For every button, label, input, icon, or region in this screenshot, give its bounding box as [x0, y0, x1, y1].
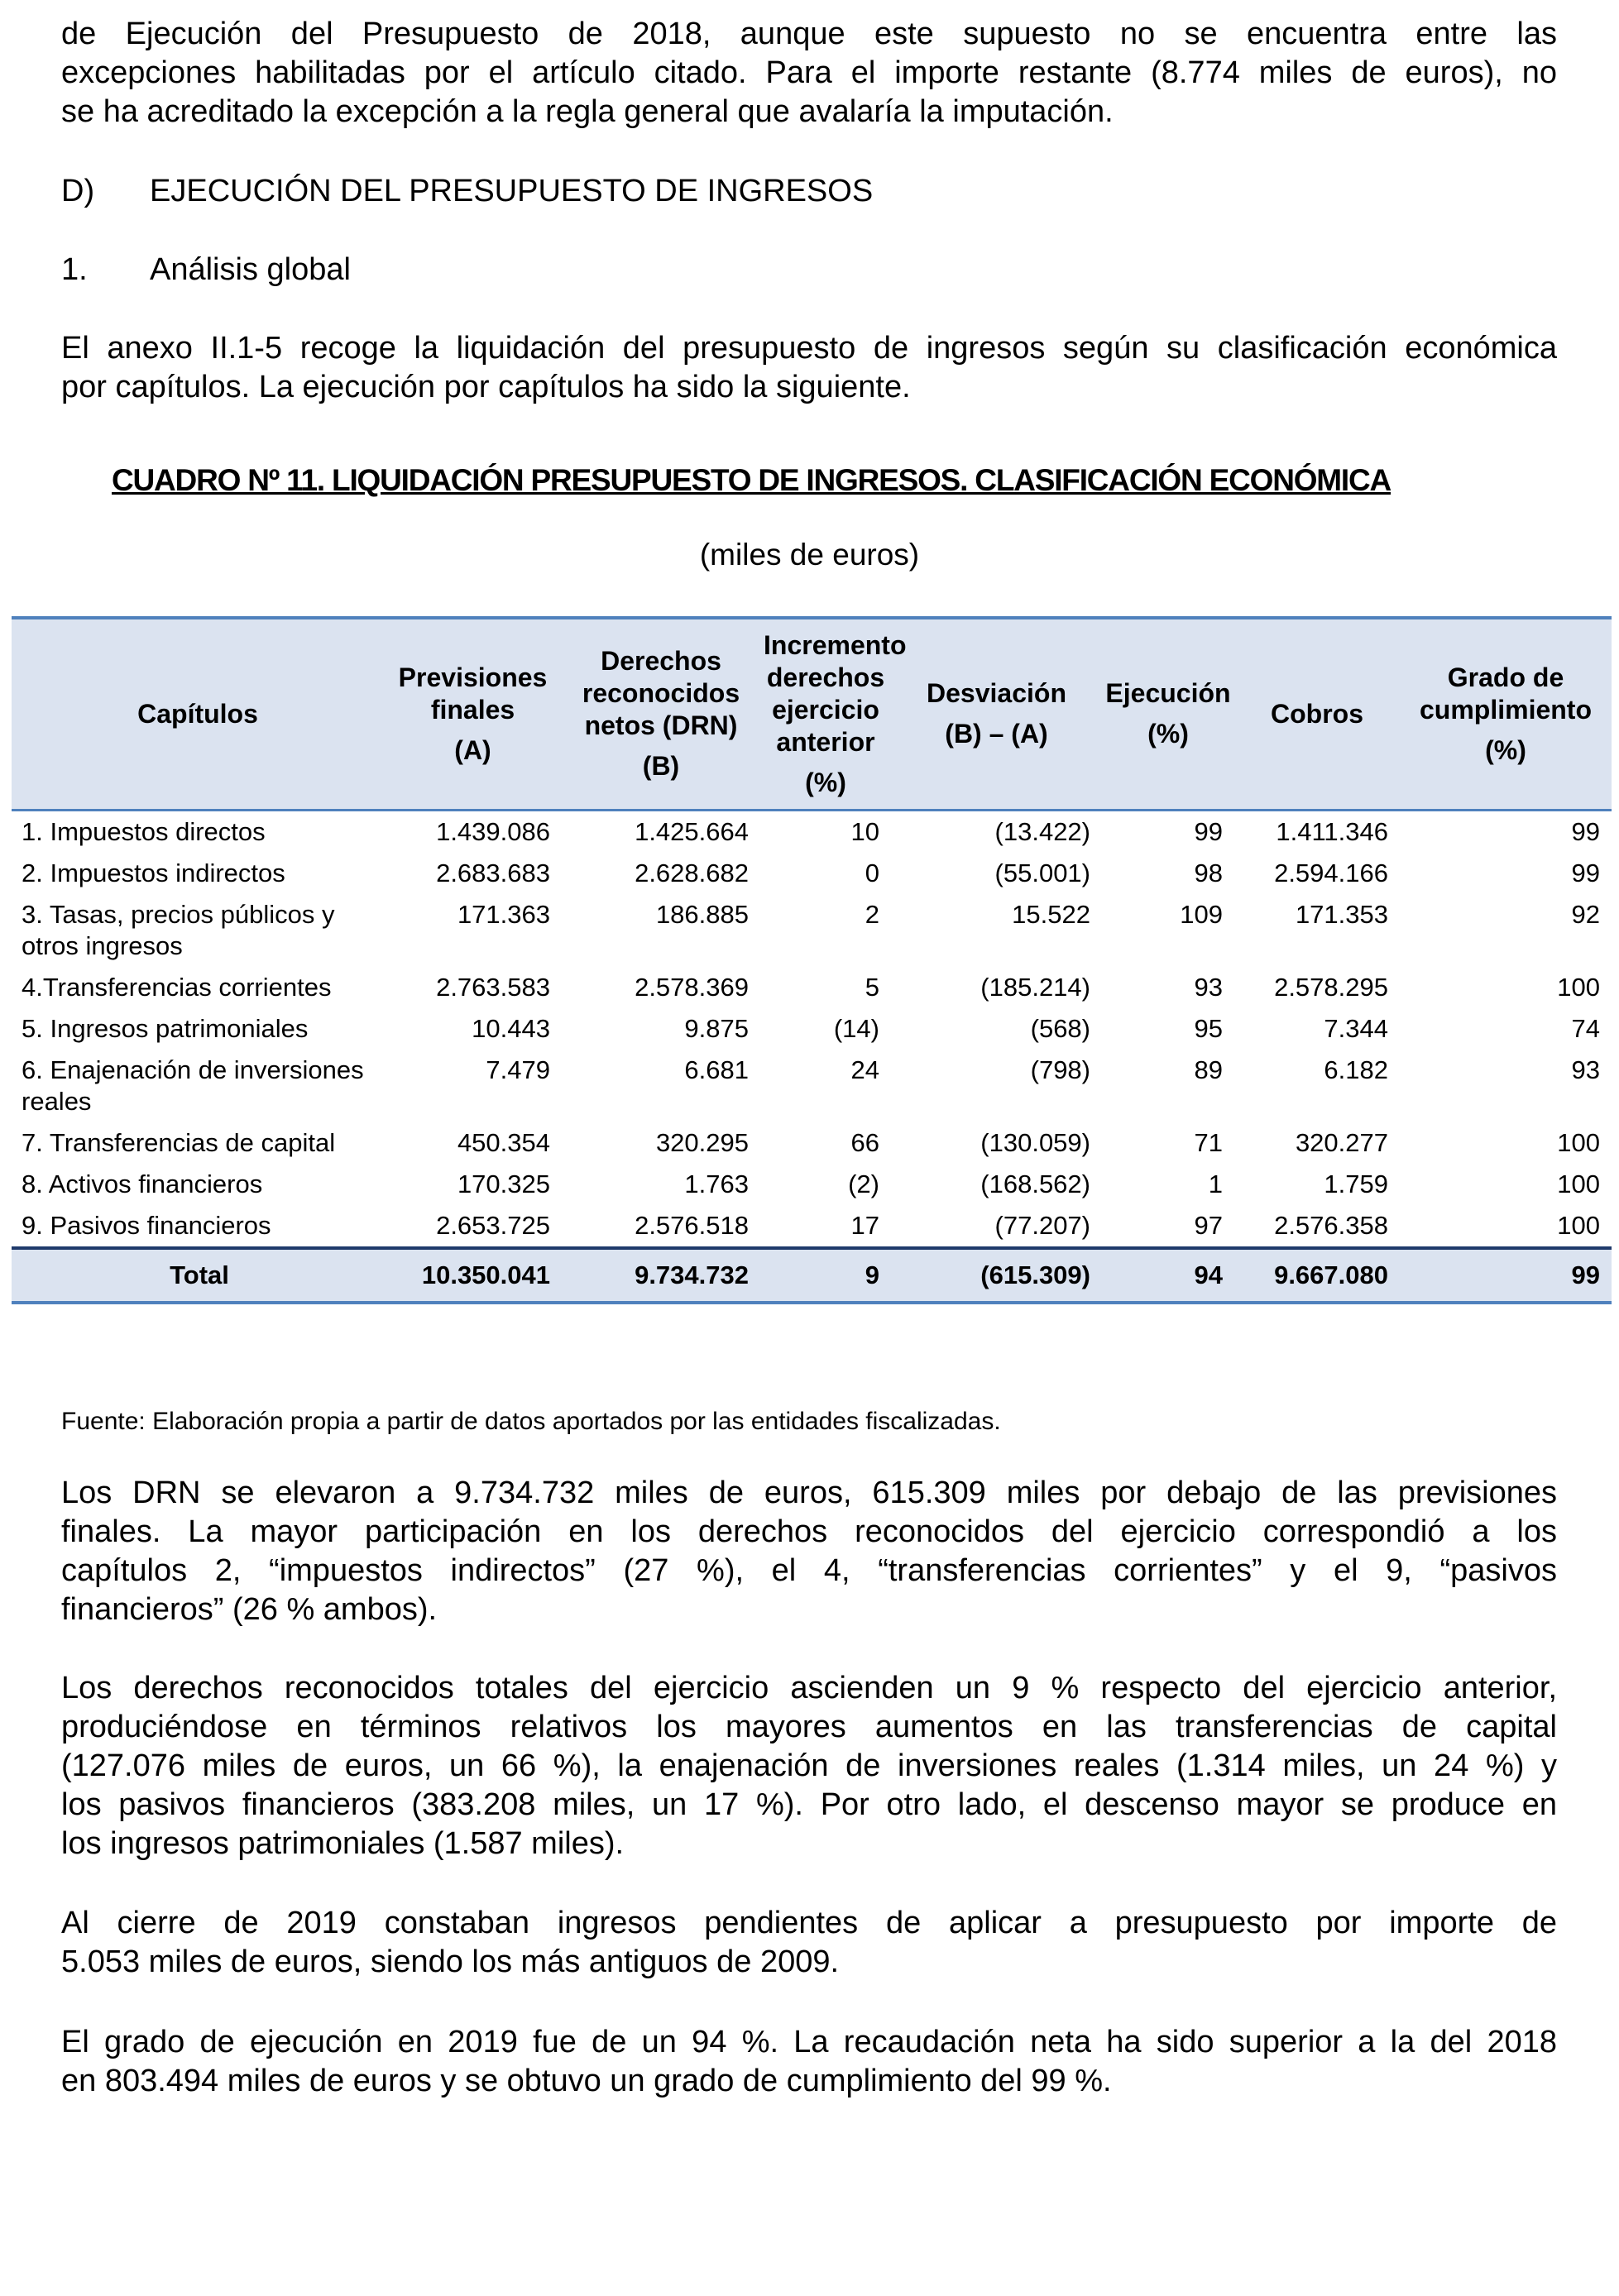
section-heading-d: [61, 172, 873, 211]
cell-previsiones: 7.479: [486, 1055, 550, 1084]
cell-incremento: 66: [850, 1127, 879, 1157]
cell-derechos: 2.628.682: [635, 858, 749, 887]
text-line: de Ejecución del Presupuesto de 2018, aunque este supuesto no se encuentra entre las: [61, 17, 1557, 51]
table-header-row: [12, 618, 1612, 810]
total-cobros: 9.667.080: [1274, 1260, 1388, 1289]
cell-incremento: 0: [865, 858, 879, 887]
cell-ejecucion: 93: [1194, 972, 1223, 1002]
header-ejecucion: Ejecución (%): [1105, 678, 1231, 749]
text-line: se ha acreditado la excepción a la regla general que avalaría la imputación.: [61, 94, 1114, 129]
cell-ejecucion: 98: [1194, 858, 1223, 887]
text-line: los pasivos financieros (383.208 miles, un 17 %). Por otro lado, el descenso mayor se produce en: [61, 1787, 1557, 1822]
table-row: [12, 1205, 1612, 1248]
text-line: los ingresos patrimoniales (1.587 miles).: [61, 1826, 625, 1861]
table-row: [12, 1122, 1612, 1164]
cell-grado: 100: [1557, 972, 1600, 1002]
cell-ejecucion: 89: [1194, 1055, 1223, 1084]
section-number: 1.: [61, 252, 88, 287]
total-previsiones: 10.350.041: [421, 1260, 550, 1289]
cell-ejecucion: 109: [1180, 899, 1223, 929]
table-source: Fuente: Elaboración propia a partir de datos aportados por las entidades fiscalizadas.: [61, 1408, 1001, 1435]
annex-paragraph: [61, 329, 1557, 407]
table-row: [12, 1008, 1612, 1050]
cell-previsiones: 2.653.725: [436, 1210, 550, 1240]
cell-grado: 99: [1571, 816, 1600, 846]
income-table: [12, 616, 1612, 1304]
cell-cobros: 1.759: [1324, 1169, 1388, 1198]
cell-derechos: 1.425.664: [635, 816, 749, 846]
cell-derechos: 186.885: [655, 899, 749, 929]
header-desviacion: Desviación (B) – (A): [927, 678, 1066, 749]
cell-derechos: 2.578.369: [635, 972, 749, 1002]
text-line: produciéndose en términos relativos los mayores aumentos en las transferencias de capital: [61, 1710, 1557, 1744]
totals-paragraph: [61, 1669, 1557, 1863]
text-line: por capítulos. La ejecución por capítulos ha sido la siguiente.: [61, 370, 911, 404]
cell-cobros: 171.353: [1295, 899, 1388, 929]
header-incremento: Incremento derechos ejercicio anterior (%): [764, 629, 907, 797]
cell-ejecucion: 97: [1194, 1210, 1223, 1240]
table-row: [12, 1050, 1612, 1122]
total-incremento: 9: [865, 1260, 879, 1289]
section-number: D): [61, 174, 95, 208]
cell-desviacion: (168.562): [980, 1169, 1090, 1198]
cell-grado: 99: [1571, 858, 1600, 887]
cell-capitulo: 1. Impuestos directos: [22, 816, 266, 846]
cell-incremento: 10: [850, 816, 879, 846]
total-desviacion: (615.309): [980, 1260, 1090, 1289]
cell-incremento: 5: [865, 972, 879, 1002]
cell-incremento: (14): [833, 1013, 879, 1043]
cell-derechos: 320.295: [655, 1127, 749, 1157]
cell-grado: 100: [1557, 1169, 1600, 1198]
cell-cobros: 1.411.346: [1276, 816, 1388, 846]
pending-paragraph: [61, 1904, 1557, 1982]
text-line: excepciones habilitadas por el artículo citado. Para el importe restante (8.774 miles de euros), no: [61, 55, 1557, 90]
section-title: Análisis global: [150, 252, 351, 287]
cell-previsiones: 2.763.583: [436, 972, 550, 1002]
table-row: [12, 967, 1612, 1008]
header-previsiones: Previsiones finales (A): [398, 662, 548, 765]
cell-previsiones: 2.683.683: [436, 858, 550, 887]
header-capitulos: Capítulos: [137, 698, 258, 729]
text-line: finales. La mayor participación en los derechos reconocidos del ejercicio correspondió a los: [61, 1514, 1557, 1549]
total-ejecucion: 94: [1194, 1260, 1223, 1289]
cell-incremento: 17: [850, 1210, 879, 1240]
cell-incremento: (2): [848, 1169, 879, 1198]
cell-capitulo: 4.Transferencias corrientes: [22, 972, 332, 1002]
cell-previsiones: 1.439.086: [436, 816, 550, 846]
cell-capitulo: 7. Transferencias de capital: [22, 1127, 336, 1157]
total-capitulo: Total: [170, 1260, 229, 1289]
cell-grado: 100: [1557, 1127, 1600, 1157]
table-title: CUADRO Nº 11. LIQUIDACIÓN PRESUPUESTO DE INGRESOS. CLASIFICACIÓN ECONÓMICA: [112, 463, 1391, 497]
cell-ejecucion: 1: [1208, 1169, 1223, 1198]
cell-desviacion: (55.001): [994, 858, 1090, 887]
cell-grado: 100: [1557, 1210, 1600, 1240]
cell-grado: 92: [1571, 899, 1600, 929]
text-line: capítulos 2, “impuestos indirectos” (27 %), el 4, “transferencias corrientes” y el 9, “pasivos: [61, 1553, 1557, 1588]
text-line: en 803.494 miles de euros y se obtuvo un grado de cumplimiento del 99 %.: [61, 2064, 1112, 2098]
cell-capitulo: 3. Tasas, precios públicos y otros ingresos: [22, 899, 335, 960]
cell-derechos: 2.576.518: [635, 1210, 749, 1240]
cell-previsiones: 170.325: [457, 1169, 550, 1198]
text-line: Los derechos reconocidos totales del ejercicio ascienden un 9 % respecto del ejercicio anterior,: [61, 1671, 1557, 1705]
cell-derechos: 1.763: [684, 1169, 749, 1198]
cell-previsiones: 450.354: [457, 1127, 550, 1157]
cell-capitulo: 9. Pasivos financieros: [22, 1210, 271, 1240]
cell-capitulo: 6. Enajenación de inversiones reales: [22, 1055, 364, 1116]
table-row: [12, 894, 1612, 967]
cell-desviacion: (77.207): [994, 1210, 1090, 1240]
cell-ejecucion: 95: [1194, 1013, 1223, 1043]
table-row: [12, 853, 1612, 894]
cell-cobros: 7.344: [1324, 1013, 1388, 1043]
cell-ejecucion: 99: [1194, 816, 1223, 846]
cell-desviacion: (798): [1030, 1055, 1090, 1084]
cell-grado: 74: [1571, 1013, 1600, 1043]
section-title: EJECUCIÓN DEL PRESUPUESTO DE INGRESOS: [150, 174, 874, 208]
cell-grado: 93: [1571, 1055, 1600, 1084]
intro-paragraph: [61, 15, 1557, 132]
grade-paragraph: [61, 2023, 1557, 2101]
text-line: (127.076 miles de euros, un 66 %), la enajenación de inversiones reales (1.314 miles, un 24 %) y: [61, 1748, 1557, 1783]
cell-capitulo: 8. Activos financieros: [22, 1169, 263, 1198]
cell-capitulo: 2. Impuestos indirectos: [22, 858, 285, 887]
cell-cobros: 2.594.166: [1274, 858, 1388, 887]
total-grado: 99: [1571, 1260, 1600, 1289]
cell-cobros: 2.578.295: [1274, 972, 1388, 1002]
text-line: 5.053 miles de euros, siendo los más antiguos de 2009.: [61, 1944, 840, 1979]
cell-desviacion: (568): [1030, 1013, 1090, 1043]
cell-ejecucion: 71: [1194, 1127, 1223, 1157]
cell-derechos: 9.875: [684, 1013, 749, 1043]
cell-cobros: 2.576.358: [1274, 1210, 1388, 1240]
cell-cobros: 320.277: [1295, 1127, 1388, 1157]
total-derechos: 9.734.732: [635, 1260, 749, 1289]
header-cobros: Cobros: [1271, 698, 1363, 729]
text-line: Al cierre de 2019 constaban ingresos pendientes de aplicar a presupuesto por importe de: [61, 1906, 1557, 1940]
cell-cobros: 6.182: [1324, 1055, 1388, 1084]
cell-desviacion: 15.522: [1012, 899, 1090, 929]
cell-incremento: 2: [865, 899, 879, 929]
text-line: Los DRN se elevaron a 9.734.732 miles de euros, 615.309 miles por debajo de las previsiones: [61, 1476, 1557, 1510]
table-total-row: [12, 1248, 1612, 1303]
cell-previsiones: 10.443: [472, 1013, 550, 1043]
cell-desviacion: (185.214): [980, 972, 1090, 1002]
drn-paragraph: [61, 1474, 1557, 1629]
header-grado: Grado de cumplimiento (%): [1419, 662, 1592, 765]
cell-capitulo: 5. Ingresos patrimoniales: [22, 1013, 309, 1043]
text-line: El anexo II.1-5 recoge la liquidación del presupuesto de ingresos según su clasificación económica: [61, 331, 1557, 366]
cell-incremento: 24: [850, 1055, 879, 1084]
cell-previsiones: 171.363: [457, 899, 550, 929]
text-line: El grado de ejecución en 2019 fue de un 94 %. La recaudación neta ha sido superior a la del 2018: [61, 2025, 1557, 2059]
cell-desviacion: (13.422): [994, 816, 1090, 846]
cell-derechos: 6.681: [684, 1055, 749, 1084]
section-heading-1: [61, 251, 351, 289]
table-units: (miles de euros): [699, 538, 920, 572]
header-derechos: Derechos reconocidos netos (DRN) (B): [582, 646, 740, 782]
text-line: financieros” (26 % ambos).: [61, 1592, 438, 1627]
table-row: [12, 810, 1612, 853]
cell-desviacion: (130.059): [980, 1127, 1090, 1157]
table-row: [12, 1164, 1612, 1205]
